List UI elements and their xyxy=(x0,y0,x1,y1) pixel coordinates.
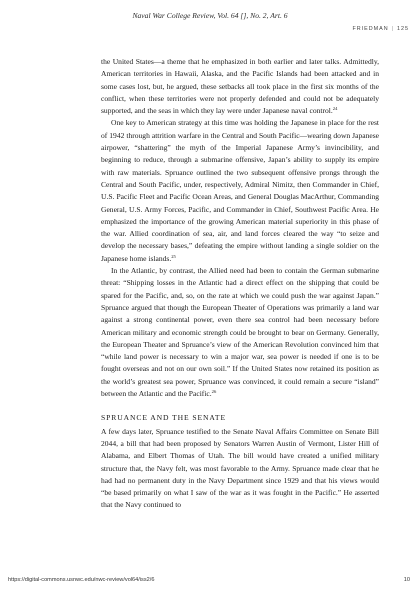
paragraph-text: the United States—a theme that he emphasized in both earlier and later talks. Admittedly, American territories in Hawaii, Alaska, and the Pacific Islands had been attacked and in some cases lost, but, he argued, these setbacks all took place in the first six months of the conflict, when these territories were not properly defended and could not be adequately supported, and the seas in which they lay were under Japanese naval control. xyxy=(101,57,379,116)
running-head xyxy=(352,26,409,32)
paragraph-text: One key to American strategy at this time was holding the Japanese in place for the rest of 1942 through attrition warfare in the Central and South Pacific—wearing down Japanese airpower, “shattering” the myth of the Imperial Japanese Army’s invincibility, and beginning to reduce, through a submarine offensive, Japan’s ability to supply its empire with raw materials. Spruance outlined the two subsequent offensive prongs through the Central and South Pacific, under, respectively, Admiral Nimitz, then Commander in Chief, U.S. Pacific Fleet and Pacific Ocean Areas, and General Douglas MacArthur, Commanding General, U.S. Army Forces, Pacific, and Commander in Chief, Southwest Pacific Area. He emphasized the importance of the growing American material superiority in this phase of the war. Allied coordination of sea, air, and land forces cleared the way “to seize and develop the necessary bases,” defeating the empire without landing a single soldier on the Japanese home islands. xyxy=(101,118,379,263)
page-number: 125 xyxy=(397,26,409,32)
section-heading: SPRUANCE AND THE SENATE xyxy=(101,413,226,423)
running-head-separator: | xyxy=(391,26,394,32)
footnote-ref[interactable]: 25 xyxy=(171,253,176,259)
paragraph xyxy=(101,56,379,117)
journal-title: Naval War College Review, Vol. 64 [], No. 2, Art. 6 xyxy=(132,11,288,20)
paragraph: A few days later, Spruance testified to the Senate Naval Affairs Committee on Senate Bill 2044, a bill that had been proposed by Senators Warren Austin of Vermont, Lister Hill of Alabama, and Elbert Thomas of Utah. The bill would have created a unified military structure that, the Navy felt, was most favorable to the Army. Spruance made clear that he had had no permanent duty in the Navy Department since 1929 and that his views would “be based primarily on what I saw of the war as it was fought in the Pacific.” He asserted that the Navy continued to xyxy=(101,426,379,510)
paragraph-text: In the Atlantic, by contrast, the Allied need had been to contain the German submarine threat: “Shipping losses in the Atlantic had a direct effect on the shipping that could be spared for the Pacific, and, so, on the rate at which we could push the war against Japan.” Spruance argued that though the European Theater of Operations was primarily a land war against a strong continental power, even there sea control had been necessary before American military and economic strength could be brought to bear on Germany. Generally, the European Theater and Spruance’s view of the American Revolution convinced him that “while land power is necessary to win a major war, sea power is needed if one is to be fought overseas and not on our own soil.” If the United States now retained its position as the world’s greatest sea power, Spruance was convinced, it could remain a secure “island” between the Atlantic and the Pacific. xyxy=(101,266,379,399)
paragraph xyxy=(101,117,379,265)
footer-page-number: 10 xyxy=(403,577,410,583)
running-author: FRIEDMAN xyxy=(352,26,389,32)
footnote-ref[interactable]: 26 xyxy=(211,389,217,395)
article-body xyxy=(101,56,379,512)
footnote-ref[interactable]: 24 xyxy=(332,106,338,112)
footer-url[interactable]: https://digital-commons.usnwc.edu/nwc-review/vol64/iss2/6 xyxy=(8,577,155,583)
paragraph xyxy=(101,265,379,400)
